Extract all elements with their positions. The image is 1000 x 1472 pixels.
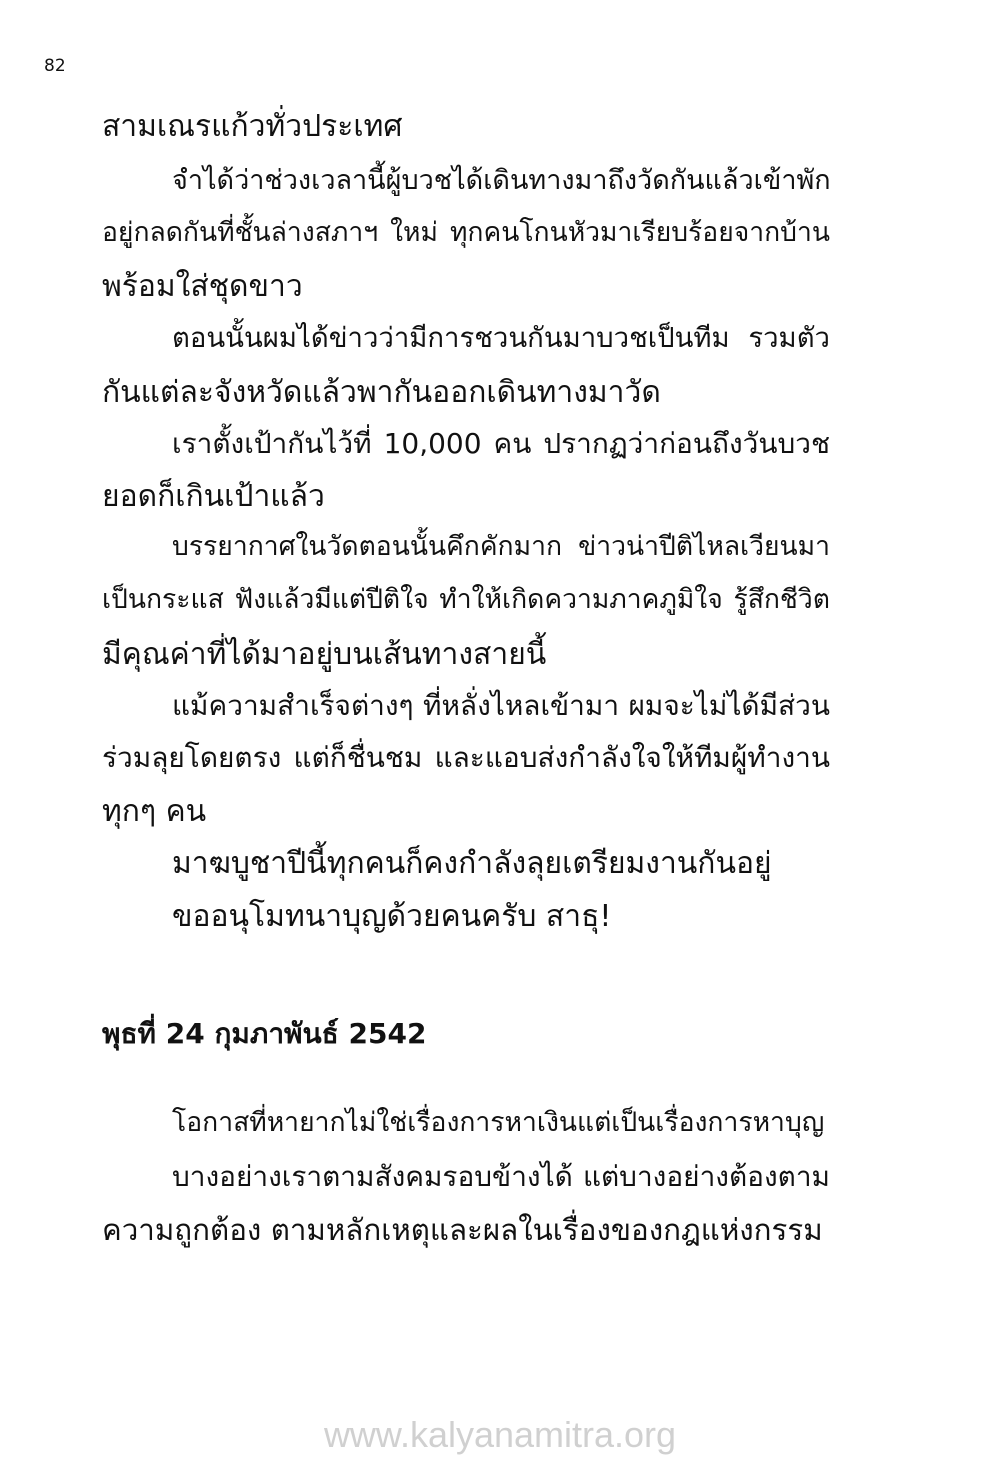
text-line: จำได้ว่าช่วงเวลานี้ผู้บวชได้เดินทางมาถึงวัดกันแล้วเข้าพัก	[172, 165, 831, 196]
text-line: เราตั้งเป้ากันไว้ที่ 10,000 คน ปรากฏว่าก่อนถึงวันบวช	[172, 427, 830, 460]
text-line: ร่วมลุยโดยตรง แต่ก็ชื่นชม และแอบส่งกำลังใจให้ทีมผู้ทำงาน	[102, 741, 830, 774]
text-line: เป็นกระแส ฟังแล้วมีแต่ปีติใจ ทำให้เกิดความภาคภูมิใจ รู้สึกชีวิต	[102, 584, 830, 615]
text-line: มาฆบูชาปีนี้ทุกคนก็คงกำลังลุยเตรียมงานกันอยู่	[172, 846, 772, 881]
text-line: ความถูกต้อง ตามหลักเหตุและผลในเรื่องของกฎแห่งกรรม	[102, 1213, 823, 1247]
text-line: ตอนนั้นผมได้ข่าวว่ามีการชวนกันมาบวชเป็นทีม รวมตัว	[172, 322, 830, 354]
text-line: กันแต่ละจังหวัดแล้วพากันออกเดินทางมาวัด	[102, 375, 661, 410]
text-line: โอกาสที่หายากไม่ใช่เรื่องการหาเงินแต่เป็นเรื่องการหาบุญ	[172, 1107, 825, 1138]
watermark: www.kalyanamitra.org	[323, 1414, 677, 1455]
text-line: ทุกๆ คน	[102, 794, 207, 829]
text-line: ยอดก็เกินเป้าแล้ว	[102, 479, 325, 514]
page-number: 82	[44, 56, 66, 76]
text-line: แม้ความสำเร็จต่างๆ ที่หลั่งไหลเข้ามา ผมจะไม่ได้มีส่วน	[172, 689, 830, 722]
text-line: มีคุณค่าที่ได้มาอยู่บนเส้นทางสายนี้	[102, 637, 547, 672]
text-line: บางอย่างเราตามสังคมรอบข้างได้ แต่บางอย่างต้องตาม	[172, 1160, 830, 1193]
text-line: ขออนุโมทนาบุญด้วยคนครับ สาธุ!	[172, 899, 612, 934]
text-line: พร้อมใส่ชุดขาว	[102, 269, 303, 304]
text-line: บรรยากาศในวัดตอนนั้นคึกคักมาก ข่าวน่าปีติไหลเวียนมา	[172, 531, 830, 562]
text-line: สามเณรแก้วทั่วประเทศ	[102, 109, 403, 144]
text-line: อยู่กลดกันที่ชั้นล่างสภาฯ ใหม่ ทุกคนโกนหัวมาเรียบร้อยจากบ้าน	[102, 217, 830, 248]
section-heading: พุธที่ 24 กุมภาพันธ์ 2542	[102, 1017, 427, 1050]
